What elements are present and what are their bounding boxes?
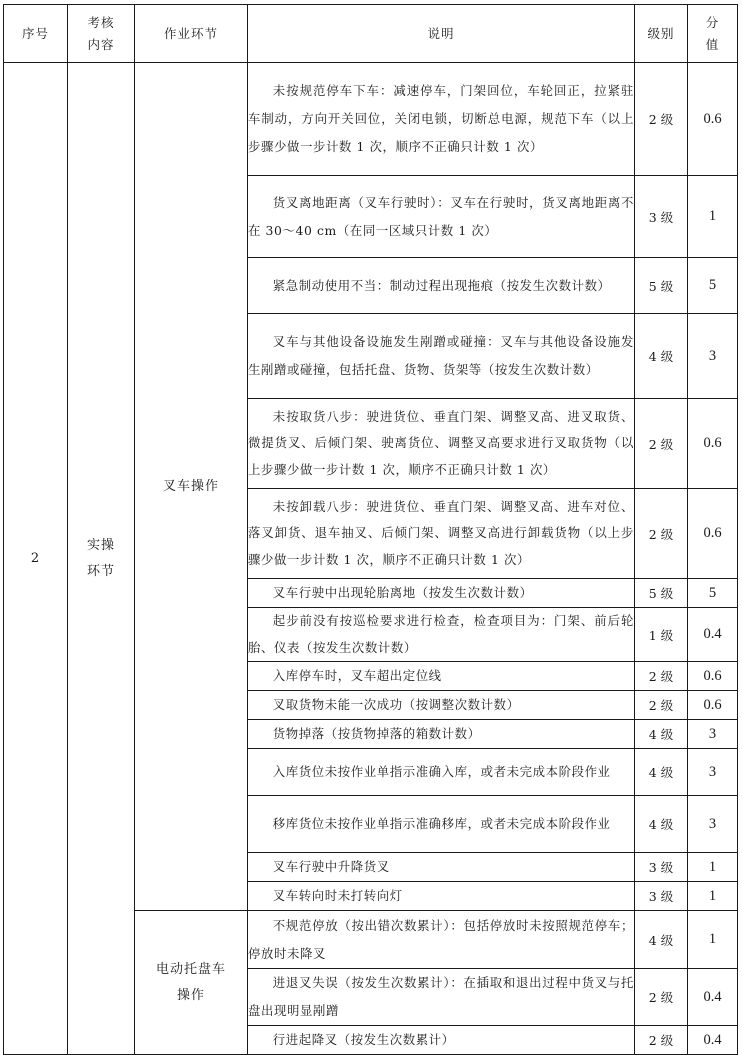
row-level: 3 级 [635,176,688,258]
row-desc [248,314,635,399]
row-level: 3 级 [635,853,688,882]
row-desc-text: 移库货位未按作业单指示准确移库，或者未完成本阶段作业 [272,816,611,831]
row-desc [248,258,635,314]
row-score: 0.4 [688,1026,738,1055]
table-row [4,63,738,176]
row-score: 1 [688,176,738,258]
header-score-line1: 分 [705,14,720,30]
row-desc [248,720,635,749]
section-content [68,63,135,1055]
row-desc-text: 叉取货物未能一次成功（按调整次数计数） [272,697,520,712]
row-score: 3 [688,749,738,796]
row-desc [248,608,635,662]
row-level: 4 级 [635,749,688,796]
row-desc-text: 未按规范停车下车：减速停车，门架回位，车轮回正，拉紧驻车制动，方向开关回位，关闭电锁，切断总电源，规范下车（以上步骤少做一步计数 1 次，顺序不正确只计数 1 次） [248,83,634,154]
row-level: 2 级 [635,399,688,489]
header-score [688,5,738,63]
row-score: 1 [688,911,738,969]
assessment-table [3,4,738,1055]
row-score: 0.4 [688,608,738,662]
row-desc [248,749,635,796]
row-score: 0.4 [688,969,738,1026]
row-score: 0.6 [688,63,738,176]
row-desc-text: 行进起降叉（按发生次数累计） [272,1032,455,1047]
row-desc [248,63,635,176]
row-level: 3 级 [635,882,688,911]
row-desc-text: 货叉离地距离（叉车行驶时）：叉车在行驶时，货叉离地距离不在 30～40 cm（在同一区域只计数 1 次） [248,194,634,238]
row-desc-text: 货物掉落（按货物掉落的箱数计数） [272,726,481,741]
row-score: 5 [688,579,738,608]
row-desc-text: 叉车行驶中升降货叉 [272,859,390,874]
stage-pallet-truck-line1: 电动托盘车 [155,961,226,977]
header-stage: 作业环节 [135,5,248,63]
row-level: 2 级 [635,691,688,720]
row-desc [248,489,635,579]
header-level: 级别 [635,5,688,63]
row-desc [248,1026,635,1055]
row-level: 2 级 [635,63,688,176]
row-desc-text: 叉车与其他设备设施发生剐蹭或碰撞：叉车与其他设备设施发生剐蹭或碰撞，包括托盘、货物、货架等（按发生次数计数） [248,334,634,377]
row-score: 3 [688,796,738,853]
row-level: 4 级 [635,314,688,399]
row-desc [248,399,635,489]
row-desc [248,579,635,608]
row-desc-text: 不规范停放（按出错次数累计）：包括停放时未按照规范停车；停放时未降叉 [248,917,634,961]
row-score: 3 [688,314,738,399]
header-score-line2: 值 [705,36,720,52]
row-desc [248,853,635,882]
row-desc [248,691,635,720]
row-level: 5 级 [635,258,688,314]
row-desc [248,662,635,691]
row-desc-text: 进退叉失误（按发生次数累计）：在插取和退出过程中货叉与托盘出现明显剐蹭 [248,975,634,1018]
stage-forklift: 叉车操作 [135,63,248,911]
row-desc [248,911,635,969]
row-score: 0.6 [688,691,738,720]
row-level: 1 级 [635,608,688,662]
row-level: 5 级 [635,579,688,608]
row-score: 1 [688,882,738,911]
header-content-line1: 考核 [87,14,115,30]
row-desc-text: 未按取货八步：驶进货位、垂直门架、调整叉高、进叉取货、微提货叉、后倾门架、驶离货位、调整叉高要求进行叉取货物（以上步骤少做一步计数 1 次，顺序不正确只计数 1 次） [248,408,634,477]
row-desc-text: 叉车转向时未打转向灯 [272,888,403,903]
row-level: 4 级 [635,720,688,749]
row-level: 4 级 [635,796,688,853]
row-desc-text: 未按卸载八步：驶进货位、垂直门架、调整叉高、进车对位、落叉卸货、退车抽叉、后倾门架、调整叉高进行卸载货物（以上步骤少做一步计数 1 次，顺序不正确只计数 1 次） [248,498,634,567]
row-score: 5 [688,258,738,314]
row-score: 1 [688,853,738,882]
stage-pallet-truck [135,911,248,1055]
row-desc [248,796,635,853]
row-desc-text: 入库货位未按作业单指示准确入库，或者未完成本阶段作业 [272,764,611,779]
row-desc-text: 紧急制动使用不当：制动过程出现拖痕（按发生次数计数） [272,277,611,293]
row-score: 0.6 [688,399,738,489]
header-content-line2: 内容 [87,36,115,52]
row-score: 0.6 [688,489,738,579]
section-content-line2: 环节 [86,563,115,579]
row-level: 2 级 [635,969,688,1026]
row-desc-text: 叉车行驶中出现轮胎离地（按发生次数计数） [272,585,533,600]
stage-pallet-truck-line2: 操作 [176,987,205,1003]
row-desc [248,969,635,1026]
row-desc-text: 起步前没有按巡检要求进行检查，检查项目为：门架、前后轮胎、仪表（按发生次数计数） [248,613,634,655]
row-score: 3 [688,720,738,749]
section-content-line1: 实操 [86,537,115,553]
row-level: 2 级 [635,1026,688,1055]
section-seq: 2 [4,63,68,1055]
row-desc-text: 入库停车时，叉车超出定位线 [272,668,442,683]
header-seq: 序号 [4,5,68,63]
header-content [68,5,135,63]
row-desc [248,176,635,258]
header-row [4,5,738,63]
row-score: 0.6 [688,662,738,691]
row-desc [248,882,635,911]
header-desc: 说明 [248,5,635,63]
row-level: 2 级 [635,662,688,691]
row-level: 2 级 [635,489,688,579]
row-level: 4 级 [635,911,688,969]
